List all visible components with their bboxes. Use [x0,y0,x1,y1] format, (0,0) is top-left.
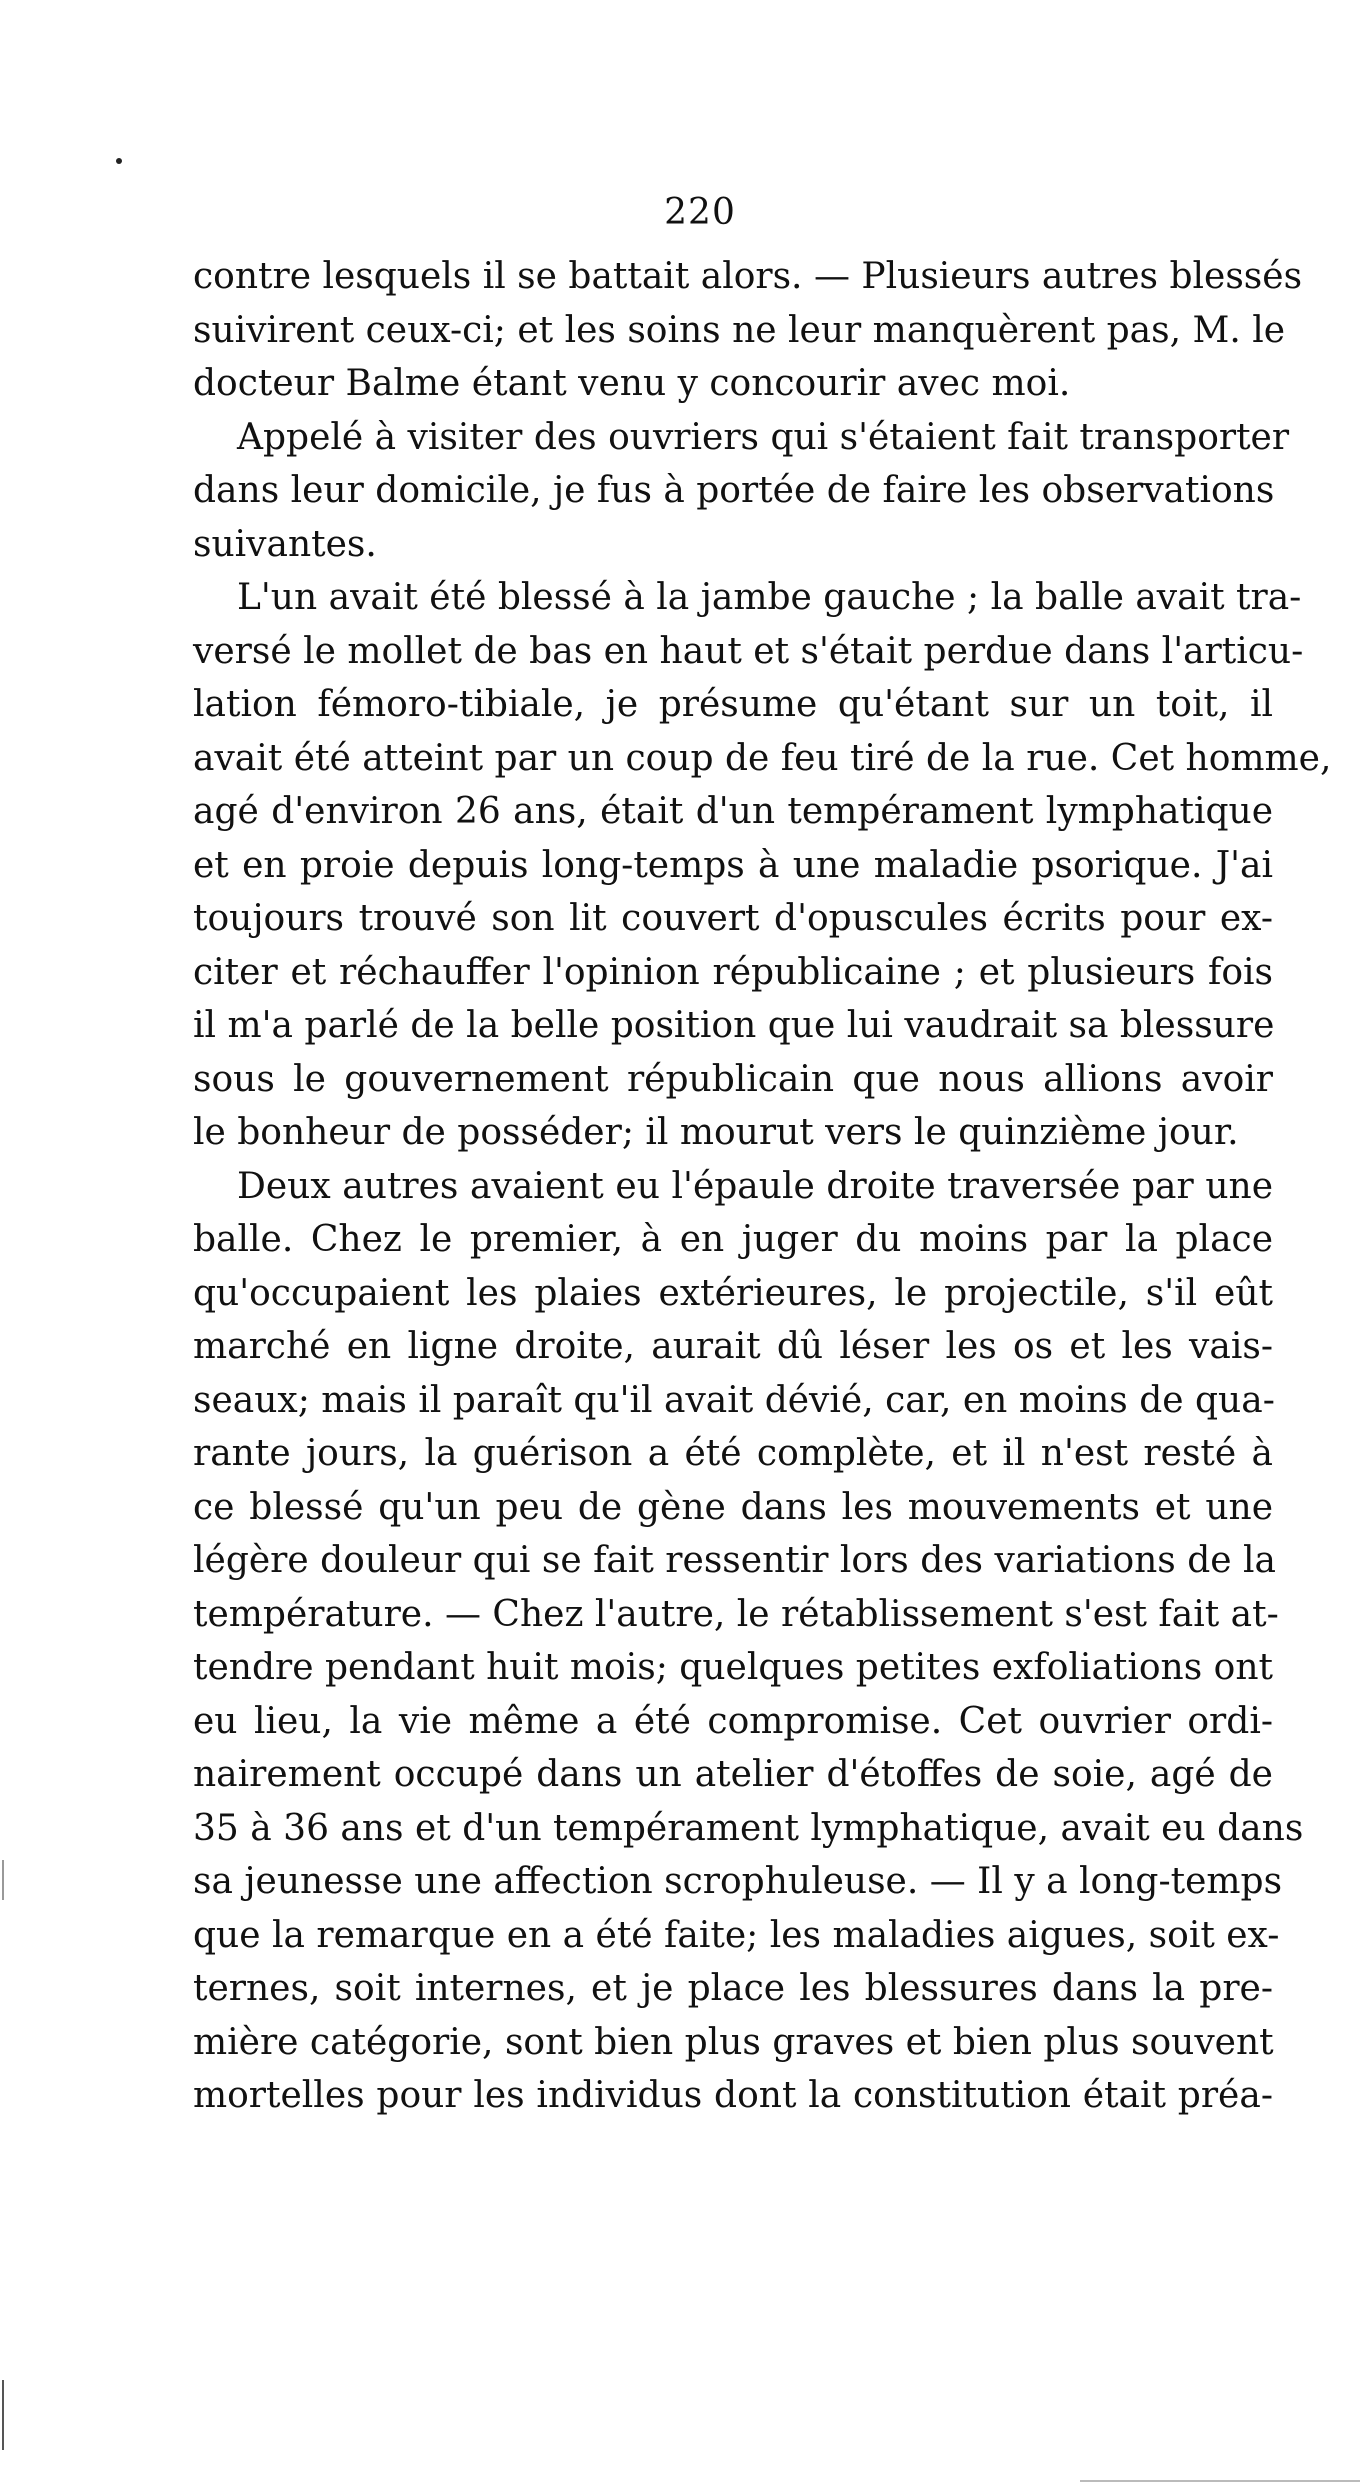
page-number: 220 [664,192,736,233]
text-line: et en proie depuis long-temps à une maladie psorique. J'ai [193,844,1273,886]
text-line: que la remarque en a été faite; les maladies aigues, soit ex- [193,1914,1280,1956]
margin-mark [2,1860,4,1900]
text-line: sous le gouvernement républicain que nous allions avoir [193,1058,1273,1100]
text-line: sa jeunesse une affection scrophuleuse. — Il y a long-temps [193,1861,1283,1902]
text-line: avait été atteint par un coup de feu tiré de la rue. Cet homme, [193,737,1332,779]
text-line: lation fémoro-tibiale, je présume qu'étant sur un toit, il [193,684,1273,725]
text-line: eu lieu, la vie même a été compromise. Cet ouvrier ordi- [193,1700,1273,1742]
text-line: versé le mollet de bas en haut et s'était perdue dans l'articu- [193,630,1304,672]
text-line: mortelles pour les individus dont la constitution était préa- [193,2075,1273,2116]
text-line: légère douleur qui se fait ressentir lors des variations de la [193,1540,1276,1581]
text-line: Deux autres avaient eu l'épaule droite traversée par une [237,1165,1273,1207]
text-line: qu'occupaient les plaies extérieures, le projectile, s'il eût [193,1272,1273,1314]
text-line: Appelé à visiter des ouvriers qui s'étaient fait transporter [237,416,1290,458]
text-line: 35 à 36 ans et d'un tempérament lymphatique, avait eu dans [193,1807,1304,1849]
text-line: balle. Chez le premier, à en juger du moins par la place [193,1219,1273,1260]
text-line: docteur Balme étant venu y concourir avec moi. [193,363,1071,404]
text-line: il m'a parlé de la belle position que lui vaudrait sa blessure [193,1005,1275,1046]
margin-mark [2,2380,4,2450]
margin-speck [116,158,122,164]
text-line: température. — Chez l'autre, le rétablissement s'est fait at- [193,1593,1279,1635]
text-line: L'un avait été blessé à la jambe gauche ; la balle avait tra- [237,577,1302,618]
text-line: tendre pendant huit mois; quelques petites exfoliations ont [193,1647,1273,1688]
text-line: agé d'environ 26 ans, était d'un tempérament lymphatique [193,791,1273,832]
text-line: mière catégorie, sont bien plus graves et bien plus souvent [193,2021,1274,2063]
text-line: suivirent ceux-ci; et les soins ne leur manquèrent pas, M. le [193,309,1286,351]
text-line: ce blessé qu'un peu de gène dans les mouvements et une [193,1486,1273,1528]
text-line: citer et réchauffer l'opinion républicaine ; et plusieurs fois [193,951,1273,993]
text-line: le bonheur de posséder; il mourut vers le quinzième jour. [193,1112,1239,1153]
text-line: contre lesquels il se battait alors. — Plusieurs autres blessés [193,256,1303,297]
text-line: nairement occupé dans un atelier d'étoffes de soie, agé de [193,1754,1273,1795]
text-line: dans leur domicile, je fus à portée de faire les observations [193,470,1275,511]
text-line: marché en ligne droite, aurait dû léser les os et les vais- [193,1326,1273,1367]
bottom-edge-mark [1080,2480,1360,2482]
text-line: toujours trouvé son lit couvert d'opuscules écrits pour ex- [193,898,1273,939]
text-line: rante jours, la guérison a été complète, et il n'est resté à [193,1433,1273,1474]
body-text [193,250,1332,2123]
text-line: seaux; mais il paraît qu'il avait dévié, car, en moins de qua- [193,1379,1275,1421]
text-line: suivantes. [193,523,377,565]
text-line: ternes, soit internes, et je place les blessures dans la pre- [193,1968,1273,2009]
